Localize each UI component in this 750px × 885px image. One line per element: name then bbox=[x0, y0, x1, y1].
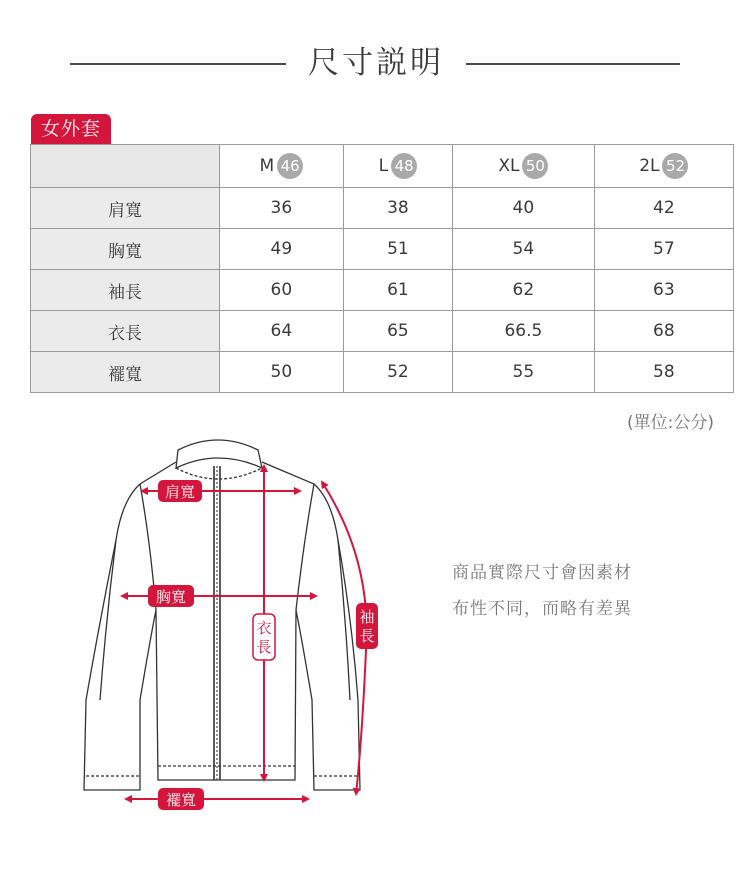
page-title: 尺寸説明 bbox=[308, 45, 444, 81]
table-cell: 66.5 bbox=[453, 311, 595, 352]
table-cell: 50 bbox=[220, 352, 344, 393]
table-cell: 52 bbox=[343, 352, 452, 393]
size-label: L bbox=[378, 156, 389, 176]
jacket-diagram bbox=[0, 430, 450, 820]
size-table bbox=[30, 144, 734, 393]
section-header bbox=[0, 38, 750, 88]
size-note-line-1: 商品實際尺寸會因素材 bbox=[452, 563, 632, 583]
table-cell: 54 bbox=[453, 229, 595, 270]
row-label-shoulder: 肩寬 bbox=[31, 188, 220, 229]
category-tab: 女外套 bbox=[31, 114, 111, 144]
table-cell: 40 bbox=[453, 188, 595, 229]
jacket-outline bbox=[84, 440, 360, 790]
size-header-l bbox=[343, 145, 452, 188]
table-row bbox=[31, 229, 734, 270]
row-label-sleeve: 袖長 bbox=[31, 270, 220, 311]
table-cell: 57 bbox=[594, 229, 733, 270]
table-row bbox=[31, 188, 734, 229]
table-cell: 55 bbox=[453, 352, 595, 393]
hem-label: 襬寬 bbox=[165, 791, 197, 809]
row-label-chest: 胸寬 bbox=[31, 229, 220, 270]
size-label: 2L bbox=[639, 156, 660, 176]
size-header-row bbox=[31, 145, 734, 188]
table-cell: 68 bbox=[594, 311, 733, 352]
table-row bbox=[31, 270, 734, 311]
size-number-badge: 52 bbox=[662, 153, 688, 179]
row-label-hem: 襬寬 bbox=[31, 352, 220, 393]
table-cell: 64 bbox=[220, 311, 344, 352]
table-corner-cell bbox=[31, 145, 220, 188]
table-cell: 36 bbox=[220, 188, 344, 229]
table-row bbox=[31, 352, 734, 393]
shoulder-label: 肩寬 bbox=[164, 483, 196, 501]
table-cell: 63 bbox=[594, 270, 733, 311]
table-cell: 62 bbox=[453, 270, 595, 311]
size-number-badge: 50 bbox=[522, 153, 548, 179]
size-header-m bbox=[220, 145, 344, 188]
size-label: XL bbox=[498, 156, 520, 176]
table-cell: 65 bbox=[343, 311, 452, 352]
header-rule-right bbox=[466, 63, 680, 65]
length-label-char-2: 長 bbox=[256, 638, 272, 656]
table-row bbox=[31, 311, 734, 352]
size-number-badge: 48 bbox=[391, 153, 417, 179]
chest-label: 胸寬 bbox=[155, 588, 187, 606]
header-rule-left bbox=[70, 63, 286, 65]
table-cell: 51 bbox=[343, 229, 452, 270]
size-number-badge: 46 bbox=[277, 153, 303, 179]
size-header-xl bbox=[453, 145, 595, 188]
row-label-length: 衣長 bbox=[31, 311, 220, 352]
sleeve-label-char-2: 長 bbox=[359, 627, 375, 645]
size-label: M bbox=[259, 156, 275, 176]
table-cell: 60 bbox=[220, 270, 344, 311]
table-cell: 49 bbox=[220, 229, 344, 270]
table-cell: 61 bbox=[343, 270, 452, 311]
table-cell: 38 bbox=[343, 188, 452, 229]
unit-note: (單位:公分) bbox=[627, 413, 714, 433]
sleeve-label-char-1: 袖 bbox=[359, 608, 375, 626]
table-cell: 58 bbox=[594, 352, 733, 393]
size-note-line-2: 布性不同，而略有差異 bbox=[452, 599, 632, 619]
size-header-2l bbox=[594, 145, 733, 188]
table-cell: 42 bbox=[594, 188, 733, 229]
length-label-char-1: 衣 bbox=[256, 619, 272, 637]
